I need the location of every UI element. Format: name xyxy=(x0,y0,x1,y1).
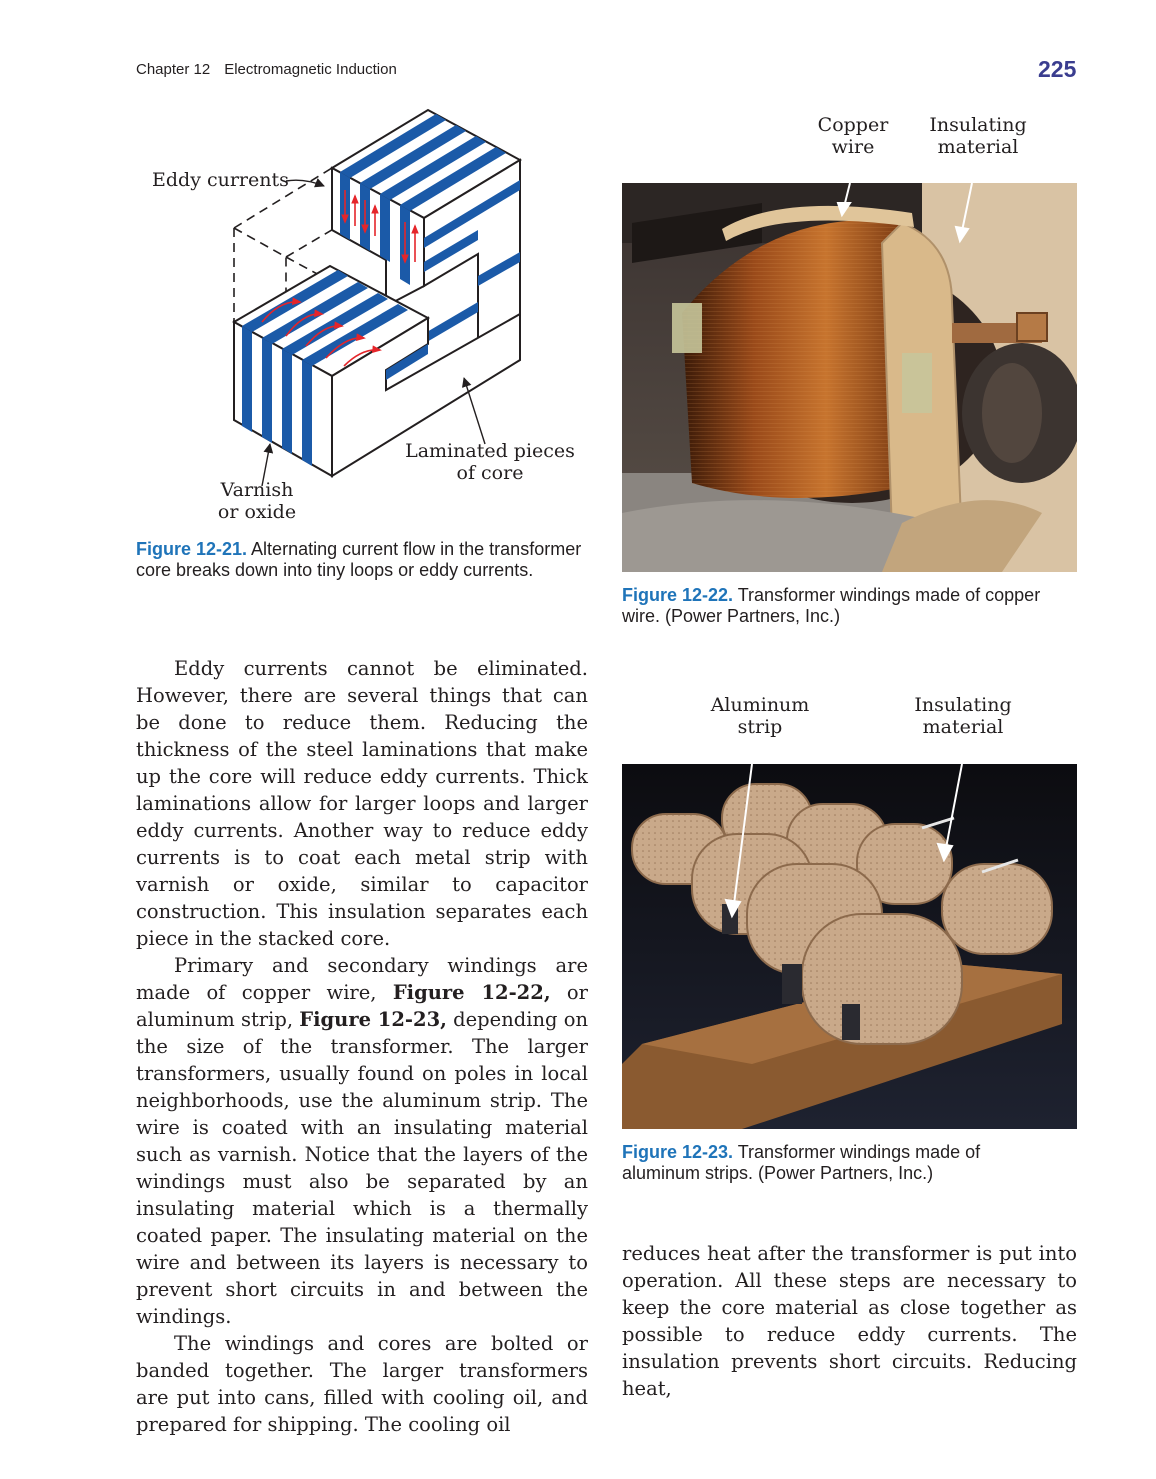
eddy-currents-label: Eddy currents xyxy=(152,169,289,191)
paragraph-continued: reduces heat after the transformer is put into operation. All these steps are necessary to keep the core material as close together as possible to reduce eddy currents. The insulation prevents short circuits. Reducing heat, xyxy=(622,1242,1077,1400)
aluminum-strip-label: Aluminum strip xyxy=(710,694,810,738)
laminated-label: Laminated pieces of core xyxy=(405,440,575,484)
chapter-number: Chapter 12 xyxy=(136,61,211,78)
figure-12-23-caption: Figure 12-23. Transformer windings made of aluminum strips. (Power Partners, Inc.) xyxy=(622,1142,981,1183)
right-column-text xyxy=(622,1240,1077,1402)
aluminum-winding-photo xyxy=(622,764,1077,1129)
figure-12-21-caption: Figure 12-21. Alternating current flow in the transformer core breaks down into tiny loops or eddy currents. xyxy=(136,539,582,580)
insulating-material-label-22: Insulating material xyxy=(929,114,1027,158)
chapter-title: Electromagnetic Induction xyxy=(224,61,397,78)
varnish-label: Varnish or oxide xyxy=(217,479,297,523)
insulating-material-label-23: Insulating material xyxy=(914,694,1012,738)
paragraph-eddy: Eddy currents cannot be eliminated. However, there are several things that can be done to reduce them. Reducing the thickness of the steel laminations that make up the core will reduce eddy currents. Thick laminations allow for larger loops and larger eddy currents. Another way to reduce eddy currents is to coat each metal strip with varnish or oxide, similar to capacitor construction. This insulation separates each piece in the stacked core. xyxy=(136,657,588,950)
paragraph-windings: Primary and secondary windings are made of copper wire, Figure 12-22, or aluminum strip, Figure 12-23, depending on the size of the transformer. The larger transformers, usually found on poles in local neighborhoods, use the aluminum strip. The wire is coated with an insulating material such as varnish. Notice that the layers of the windings must also be separated by an insulating material which is a thermally coated paper. The insulating material on the wire and between its layers is necessary to prevent short circuits in and between the windings. xyxy=(136,954,589,1328)
copper-winding-photo xyxy=(622,183,1077,572)
paragraph-banded: The windings and cores are bolted or banded together. The larger transformers are put into cans, filled with cooling oil, and prepared for shipping. The cooling oil xyxy=(136,1332,588,1436)
left-column-text xyxy=(136,655,588,1438)
copper-wire-label: Copper wire xyxy=(817,114,889,158)
page-number: 225 xyxy=(1038,56,1077,82)
figure-12-22-caption: Figure 12-22. Transformer windings made of copper wire. (Power Partners, Inc.) xyxy=(622,585,1041,626)
